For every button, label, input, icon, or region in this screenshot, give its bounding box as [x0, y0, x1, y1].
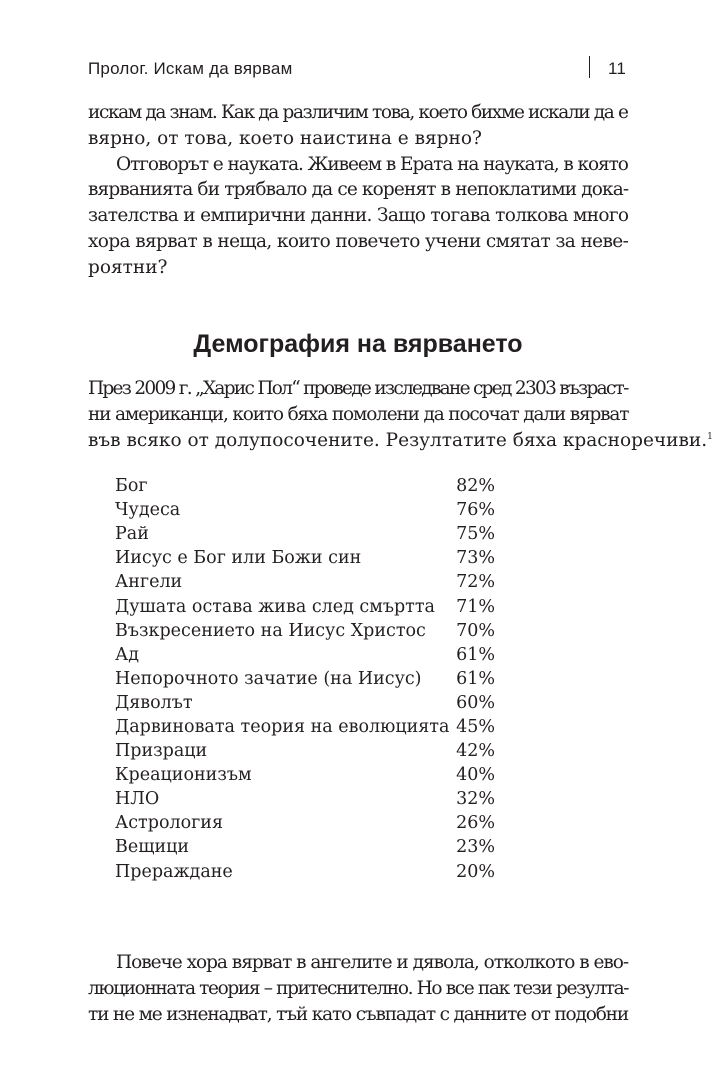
- table-row: [115, 643, 495, 667]
- belief-percent: 42%: [456, 741, 495, 762]
- belief-label: Бог: [115, 476, 148, 497]
- running-title: Пролог. Искам да вярвам: [88, 59, 293, 78]
- belief-percent: 20%: [456, 861, 495, 882]
- belief-label: Дарвиновата теория на еволюцията: [115, 716, 450, 737]
- belief-label: Душата остава жива след смъртта: [115, 596, 435, 617]
- text-line: искам да знам. Как да различим това, което бихме искали да е: [88, 102, 628, 123]
- section-title: Демография на вярването: [193, 330, 523, 358]
- belief-label: НЛО: [115, 789, 160, 810]
- belief-label: Чудеса: [115, 500, 181, 521]
- belief-label: Астрология: [115, 813, 223, 834]
- belief-percent: 73%: [456, 548, 495, 569]
- belief-percent: 60%: [456, 692, 495, 713]
- text-line: зателства и емпирични данни. Защо тогава толкова много: [88, 205, 629, 227]
- table-row: [115, 787, 495, 811]
- table-row: [115, 594, 495, 618]
- text-line: вярно, от това, което наистина е вярно?: [88, 127, 482, 149]
- text-line: През 2009 г. „Харис Пол“ проведе изследване сред 2303 възраст-: [88, 378, 628, 399]
- table-row: [115, 570, 495, 594]
- text-line: роятни?: [88, 256, 168, 278]
- table-row: [115, 474, 495, 498]
- belief-percent: 72%: [456, 572, 495, 593]
- belief-percent: 45%: [456, 716, 495, 737]
- table-row: [115, 763, 495, 787]
- table-row: [115, 811, 495, 835]
- belief-label: Призраци: [115, 741, 208, 762]
- footnote-marker: 1: [707, 431, 713, 442]
- text-line: хора вярват в неща, които повечето учени смятат за неве-: [88, 230, 629, 252]
- table-row: [115, 715, 495, 739]
- belief-label: Възкресението на Иисус Христос: [115, 620, 426, 641]
- page-number: 11: [607, 59, 626, 78]
- belief-label: Иисус е Бог или Божи син: [115, 548, 362, 569]
- table-row: [115, 546, 495, 570]
- text-line: Повече хора вярват в ангелите и дявола, отколкото в ево-: [116, 952, 629, 973]
- belief-label: Ангели: [115, 572, 183, 593]
- table-row: [115, 835, 495, 859]
- text-line: Отговорът е науката. Живеем в Ерата на науката, в която: [116, 153, 628, 175]
- table-row: [115, 667, 495, 691]
- header-divider: [589, 56, 590, 78]
- belief-percent: 70%: [456, 620, 495, 641]
- belief-label: Прераждане: [115, 861, 233, 882]
- table-row: [115, 498, 495, 522]
- table-row: [115, 522, 495, 546]
- belief-percent: 40%: [456, 765, 495, 786]
- belief-label: Дяволът: [115, 692, 193, 713]
- table-row: [115, 860, 495, 884]
- belief-percent: 26%: [456, 813, 495, 834]
- belief-percent: 75%: [456, 524, 495, 545]
- belief-percent: 71%: [456, 596, 495, 617]
- text-line: ти не ме изненадват, тъй като съвпадат с данните от подобни: [88, 1003, 628, 1025]
- belief-label: Вещици: [115, 837, 190, 858]
- belief-percent: 32%: [456, 789, 495, 810]
- belief-label: Креационизъм: [115, 765, 252, 786]
- belief-percentages-table: [115, 474, 495, 884]
- text-line: вярванията би трябвало да се коренят в непоклатими дока-: [88, 179, 629, 201]
- belief-label: Непорочното зачатие (на Иисус): [115, 668, 422, 689]
- closing-paragraph: [88, 950, 628, 1027]
- belief-percent: 76%: [456, 500, 495, 521]
- belief-label: Рай: [115, 524, 149, 545]
- belief-percent: 61%: [456, 644, 495, 665]
- running-header: [88, 56, 628, 80]
- survey-intro-paragraph: [88, 376, 713, 453]
- intro-paragraph: [88, 100, 628, 281]
- table-row: [115, 691, 495, 715]
- text-line: люционната теория – притеснително. Но все пак тези резулта-: [88, 977, 629, 999]
- table-row: [115, 619, 495, 643]
- belief-percent: 61%: [456, 668, 495, 689]
- text-line: ни американци, които бяха помолени да посочат дали вярват: [88, 403, 629, 425]
- belief-percent: 82%: [456, 476, 495, 497]
- table-row: [115, 739, 495, 763]
- belief-percent: 23%: [456, 837, 495, 858]
- text-line: [88, 428, 713, 454]
- belief-label: Ад: [115, 644, 140, 665]
- survey-intro-last-text: във всяко от долупосочените. Резултатите бяха красноречиви.: [88, 429, 708, 451]
